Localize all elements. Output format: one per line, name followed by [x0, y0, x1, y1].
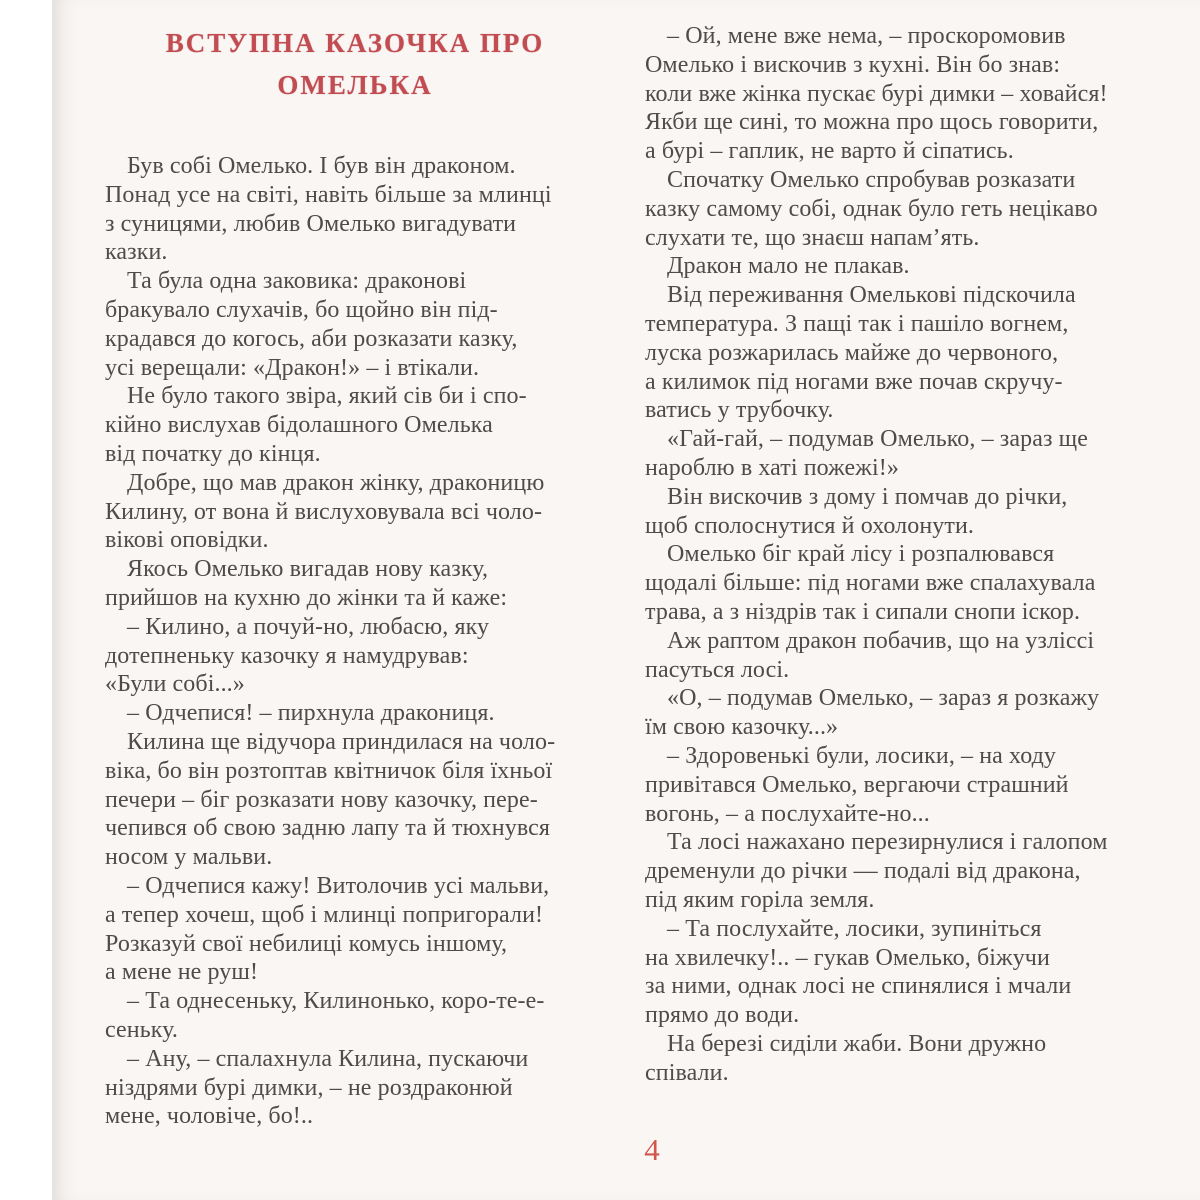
text-line: а тепер хочеш, щоб і млинці попригорали!: [105, 901, 544, 928]
text-line: Добре, що мав дракон жінку, драконицю: [127, 469, 545, 496]
text-line: казку самому собі, однак було геть нецікаво: [645, 195, 1098, 222]
text-line: вікові оповідки.: [105, 527, 269, 554]
paragraph: [105, 728, 605, 872]
text-line: трава, а з ніздрів так і сипали снопи іскор.: [645, 598, 1081, 625]
text-line: а мене не руш!: [105, 959, 259, 986]
text-line: Килину, от вона й вислуховувала всі чоло-: [105, 498, 543, 525]
text-line: температура. З пащі так і пашіло вогнем,: [645, 310, 1069, 337]
text-line: ніздрями бурі димки, – не роздраконюй: [105, 1074, 513, 1101]
text-line: – Одчепися кажу! Витолочив усі мальви,: [127, 872, 550, 899]
text-line: Омелько біг край лісу і розпалювався: [667, 541, 1055, 568]
paragraph: [645, 252, 1145, 281]
left-column-text: [105, 152, 605, 1131]
paragraph: [645, 540, 1145, 626]
paragraph: [105, 267, 605, 382]
text-line: прямо до води.: [645, 1002, 800, 1029]
left-column: [105, 22, 605, 1131]
text-line: привітався Омелько, вергаючи страшний: [645, 771, 1069, 798]
text-line: – Та послухайте, лосики, зупиніться: [667, 915, 1042, 942]
text-line: щодалі більше: під ногами вже спалахувала: [645, 570, 1096, 597]
text-line: На березі сиділи жаби. Вони дружно: [667, 1030, 1047, 1057]
text-line: Якось Омелько вигадав нову казку,: [127, 556, 489, 583]
text-line: крадався до когось, аби розказати казку,: [105, 325, 518, 352]
text-line: Омелько і вискочив з кухні. Він бо знав:: [645, 51, 1061, 78]
text-line: – Ану, – спалахнула Килина, пускаючи: [127, 1045, 529, 1072]
paragraph: [645, 742, 1145, 828]
text-line: – Килино, а почуй-но, любасю, яку: [127, 613, 490, 640]
paragraph: [105, 382, 605, 468]
paragraph: [645, 684, 1145, 742]
text-line: «О, – подумав Омелько, – зараз я розкажу: [667, 685, 1100, 712]
page-title: ВСТУПНА КАЗОЧКА ПРО ОМЕЛЬКА: [165, 28, 545, 100]
text-line: під яким горіла земля.: [645, 886, 875, 913]
paragraph: [645, 166, 1145, 252]
paragraph: [645, 1030, 1145, 1088]
text-line: луска розжарилась майже до червоного,: [645, 339, 1059, 366]
paragraph: [105, 152, 605, 267]
text-line: печери – біг розказати нову казочку, пере-: [105, 786, 538, 813]
paragraph: [645, 915, 1145, 1030]
right-column-text: [645, 22, 1145, 1087]
text-line: від початку до кінця.: [105, 440, 321, 467]
paragraph: [105, 699, 605, 728]
page-number: 4: [644, 1132, 660, 1167]
text-line: мене, чоловіче, бо!..: [105, 1103, 314, 1130]
text-line: Якби ще сині, то можна про щось говорити,: [645, 109, 1099, 136]
text-line: Спочатку Омелько спробував розказати: [667, 166, 1076, 193]
text-line: дременули до річки — подалі від дракона,: [645, 858, 1081, 885]
text-line: бракувало слухачів, бо щойно він під-: [105, 296, 498, 323]
text-line: прийшов на кухню до жінки та й каже:: [105, 584, 508, 611]
text-line: усі верещали: «Дракон!» – і втікали.: [105, 354, 480, 381]
text-line: «Були собі...»: [105, 671, 245, 698]
text-line: Понад усе на світі, навіть більше за млинці: [105, 181, 552, 208]
paragraph: [105, 1045, 605, 1131]
text-line: Аж раптом дракон побачив, що на узліссі: [667, 627, 1095, 654]
text-line: слухати те, що знаєш напам’ять.: [645, 224, 980, 251]
paragraph: [105, 613, 605, 699]
text-line: сеньку.: [105, 1016, 179, 1043]
text-line: а бурі – гаплик, не варто й сіпатись.: [645, 138, 1014, 165]
paragraph: [645, 425, 1145, 483]
text-line: – Здоровенькі були, лосики, – на ходу: [667, 742, 1057, 769]
paragraph: [645, 281, 1145, 425]
text-line: з суницями, любив Омелько вигадувати: [105, 210, 517, 237]
paragraph: [105, 987, 605, 1045]
text-line: – Та однесеньку, Килинонько, коро-те-е-: [127, 988, 545, 1015]
paragraph: [105, 555, 605, 613]
text-line: Та лосі нажахано перезирнулися і галопом: [667, 829, 1108, 856]
text-line: пасуться лосі.: [645, 656, 790, 683]
text-line: носом у мальви.: [105, 844, 273, 871]
text-line: Не було такого звіра, який сів би і спо-: [127, 383, 527, 410]
paragraph: [645, 22, 1145, 166]
text-line: дотепненьку казочку я намудрував:: [105, 642, 469, 669]
paragraph: [105, 469, 605, 555]
text-line: ватись у трубочку.: [645, 397, 834, 424]
text-line: вогонь, – а послухайте-но...: [645, 800, 930, 827]
text-line: на хвилечку!.. – гукав Омелько, біжучи: [645, 944, 1050, 971]
text-line: Та була одна заковика: драконові: [127, 268, 467, 295]
text-line: Він вискочив з дому і помчав до річки,: [667, 483, 1068, 510]
text-line: їм свою казочку...»: [645, 714, 839, 741]
text-line: щоб сполоснутися й охолонути.: [645, 512, 975, 539]
text-line: а килимок під ногами вже почав скручу-: [645, 368, 1063, 395]
text-line: Розказуй свої небилиці комусь іншому,: [105, 930, 508, 957]
text-line: – Ой, мене вже нема, – проскоромовив: [667, 23, 1066, 49]
text-line: віка, бо він розтоптав квітничок біля їхньої: [105, 757, 553, 784]
text-line: казки.: [105, 239, 168, 266]
text-line: за ними, однак лосі не спинялися і мчали: [645, 973, 1072, 1000]
text-line: «Гай-гай, – подумав Омелько, – зараз ще: [667, 426, 1088, 453]
paragraph: [105, 872, 605, 987]
paragraph: [645, 483, 1145, 541]
right-column: [645, 22, 1145, 1087]
text-line: – Одчепися! – пирхнула дракониця.: [127, 700, 495, 727]
text-line: Килина ще відучора приндилася на чоло-: [127, 728, 556, 755]
paragraph: [645, 828, 1145, 914]
text-line: кійно вислухав бідолашного Омелька: [105, 412, 493, 439]
text-line: нароблю в хаті пожежі!»: [645, 454, 899, 481]
scanned-book-page: [52, 0, 1200, 1200]
text-line: коли вже жінка пускає бурі димки – ховайся!: [645, 80, 1108, 107]
text-line: чепився об свою задню лапу та й тюхнувся: [105, 815, 551, 842]
text-line: Був собі Омелько. І був він драконом.: [127, 153, 516, 179]
text-line: Дракон мало не плакав.: [667, 253, 910, 280]
text-line: співали.: [645, 1059, 729, 1086]
text-line: Від переживання Омелькові підскочила: [667, 282, 1076, 309]
paragraph: [645, 627, 1145, 685]
